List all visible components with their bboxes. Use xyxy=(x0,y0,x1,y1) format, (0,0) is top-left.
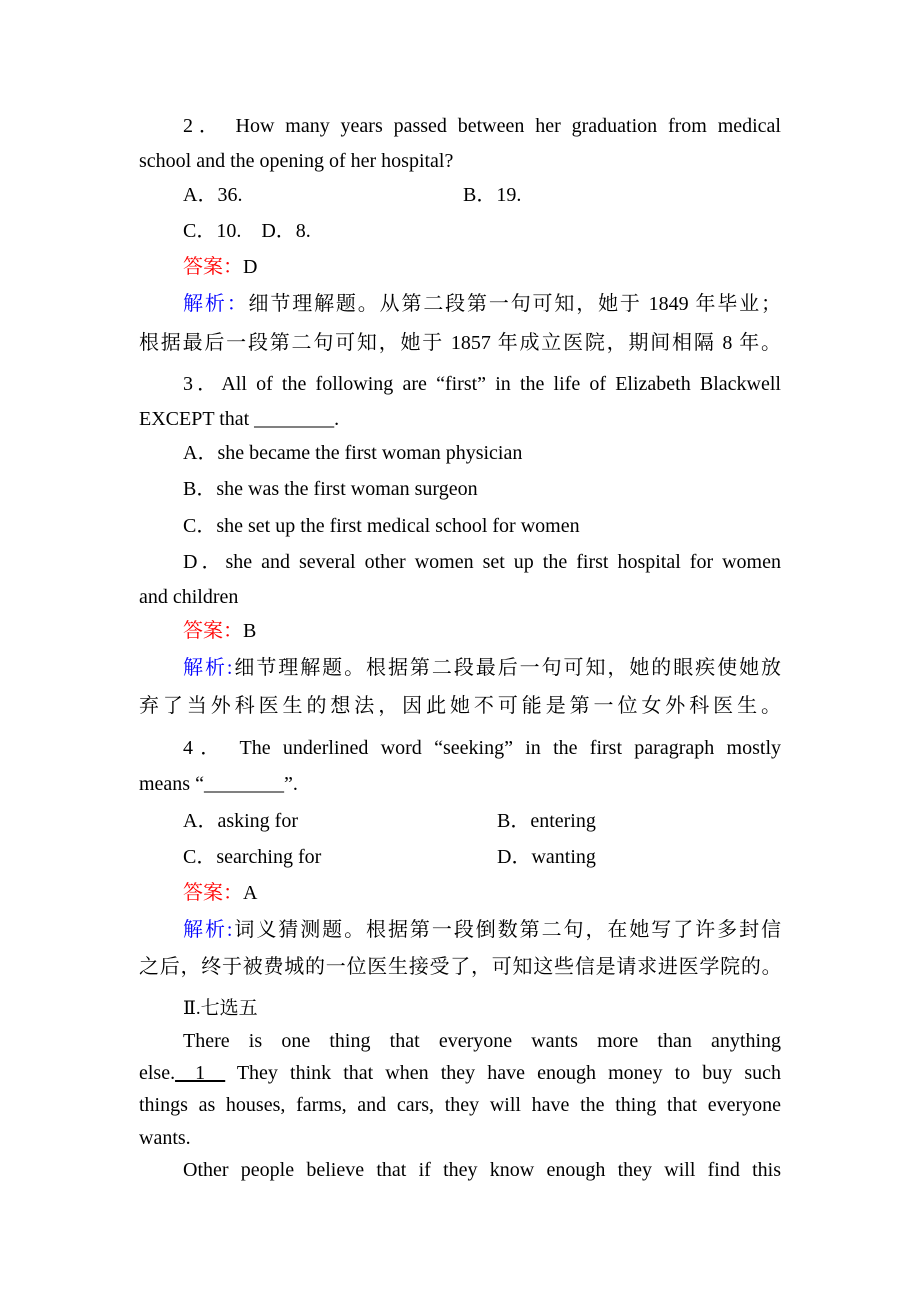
q4-analysis-cont: 之后，终于被费城的一位医生接受了，可知这些信是请求进医学院的。 xyxy=(139,956,781,978)
passage-line: things as houses, farms, and cars, they will have the thing that everyone xyxy=(139,1094,781,1116)
analysis-label: 解析: xyxy=(183,657,233,679)
analysis-text: 细节理解题。根据第二段最后一句可知，她的眼疾使她放 xyxy=(232,657,782,679)
q3-analysis-cont: 弃了当外科医生的想法，因此她不可能是第一位女外科医生。 xyxy=(139,695,781,717)
q4-options-ab xyxy=(183,808,781,834)
answer-value: B xyxy=(243,620,257,642)
q4-option-a: A．asking for xyxy=(183,810,298,832)
q2-analysis xyxy=(183,291,781,317)
q4-option-c: C．searching for xyxy=(183,846,322,868)
answer-value: A xyxy=(243,882,258,904)
analysis-text: 词义猜测题。根据第一段倒数第二句，在她写了许多封信 xyxy=(232,919,782,941)
passage-text: They think that when they have enough money to buy such xyxy=(225,1062,781,1084)
analysis-label: 解析: xyxy=(183,919,233,941)
passage-line: wants. xyxy=(139,1127,191,1149)
q3-option-b: B．she was the first woman surgeon xyxy=(183,478,478,500)
q2-options-ab xyxy=(183,182,781,208)
answer-label: 答案： xyxy=(183,256,243,278)
q4-option-b: B．entering xyxy=(497,810,596,832)
q4-options-cd xyxy=(183,844,781,870)
q4-analysis xyxy=(183,917,781,943)
q2-option-b: B．19. xyxy=(463,184,522,206)
q4-option-d: D．wanting xyxy=(497,846,596,868)
q3-stem: 3．All of the following are “first” in the life of Elizabeth Blackwell xyxy=(183,373,781,395)
q3-answer xyxy=(183,618,781,644)
q2-option-a: A．36. xyxy=(183,184,243,206)
passage-line: There is one thing that everyone wants more than anything xyxy=(183,1030,781,1052)
answer-value: D xyxy=(243,256,258,278)
passage-text: else. xyxy=(139,1062,176,1084)
passage-line: Other people believe that if they know enough they will find this xyxy=(183,1159,781,1181)
q3-option-d: D．she and several other women set up the first hospital for women xyxy=(183,551,781,573)
q2-stem-cont: school and the opening of her hospital? xyxy=(139,150,454,172)
q3-option-a: A．she became the first woman physician xyxy=(183,442,523,464)
q2-stem: 2． How many years passed between her graduation from medical xyxy=(183,115,781,137)
q4-stem: 4． The underlined word “seeking” in the first paragraph mostly xyxy=(183,737,781,759)
q3-analysis xyxy=(183,655,781,681)
q2-options-cd: C．10. D．8. xyxy=(183,220,311,242)
q2-answer xyxy=(183,254,781,280)
analysis-label: 解析： xyxy=(183,293,249,315)
q3-option-c: C．she set up the first medical school for women xyxy=(183,515,580,537)
q4-answer xyxy=(183,880,781,906)
passage-line xyxy=(139,1060,781,1086)
q3-stem-cont: EXCEPT that ________. xyxy=(139,408,340,430)
q2-analysis-cont: 根据最后一段第二句可知，她于 1857 年成立医院，期间相隔 8 年。 xyxy=(139,332,781,354)
blank-1: __1__ xyxy=(175,1062,226,1084)
section-title: Ⅱ.七选五 xyxy=(183,998,258,1019)
q4-stem-cont: means “________”. xyxy=(139,773,298,795)
q3-option-d-cont: and children xyxy=(139,586,239,608)
answer-label: 答案： xyxy=(183,620,243,642)
analysis-text: 细节理解题。从第二段第一句可知，她于 1849 年毕业； xyxy=(248,293,782,315)
answer-label: 答案： xyxy=(183,882,243,904)
